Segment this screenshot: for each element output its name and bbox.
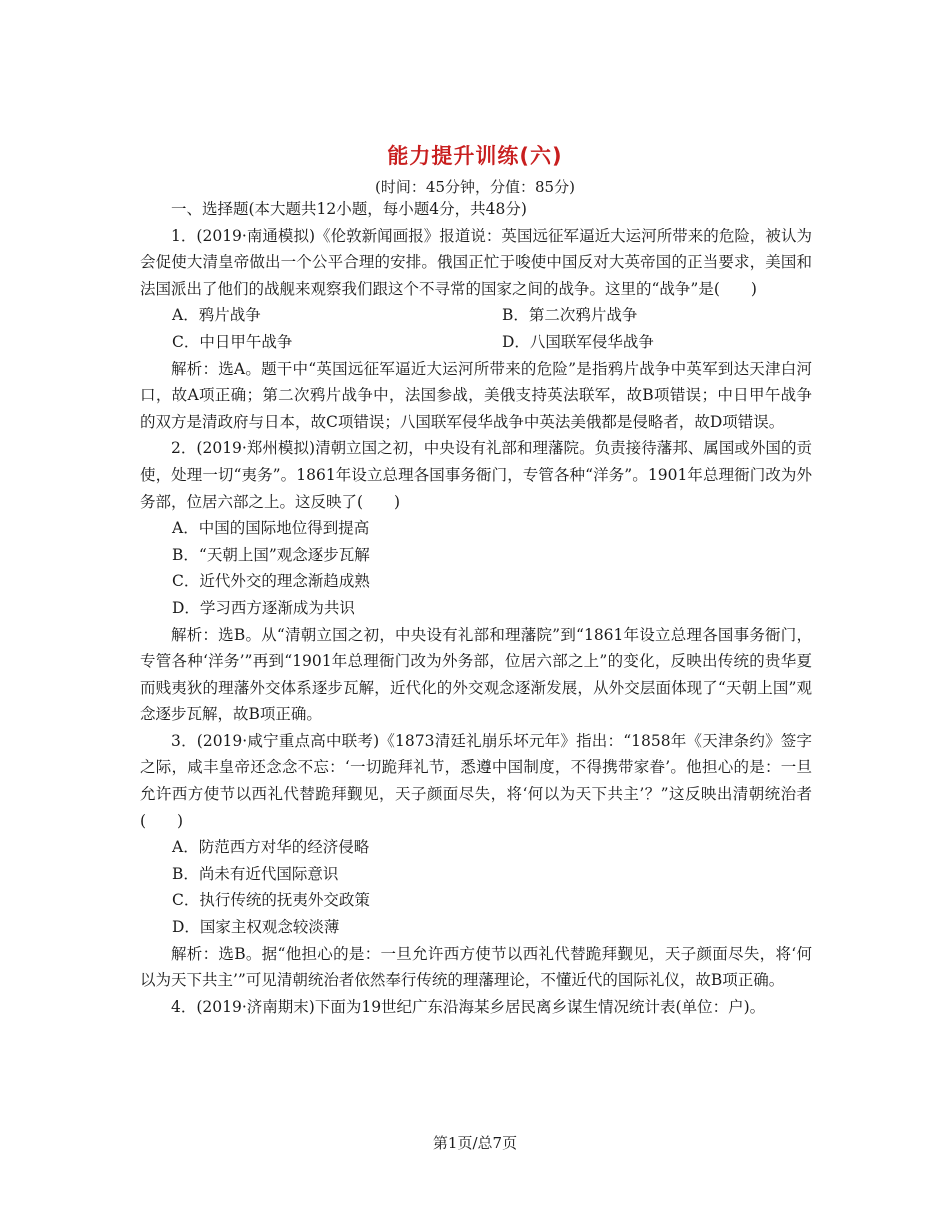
option-c: C．中日甲午战争 xyxy=(172,332,293,351)
option-d: D．国家主权观念较淡薄 xyxy=(172,918,340,937)
option-c: C．近代外交的理念渐趋成熟 xyxy=(172,572,370,591)
option-list xyxy=(140,302,812,355)
option-d: D．学习西方逐渐成为共识 xyxy=(172,598,355,617)
option-b: B．第二次鸦片战争 xyxy=(502,306,638,325)
exam-info: (时间：45分钟，分值：85分) xyxy=(375,178,575,196)
question-stem: 1．(2019·南通模拟)《伦敦新闻画报》报道说：英国远征军逼近大运河所带来的危险，被认为会促使大清皇帝做出一个公平合理的安排。俄国正忙于唆使中国反对大英帝国的正当要求，美国和法国派出了他们的战舰来观察我们跟这个不寻常的国家之间的战争。这里的“战争”是( ) xyxy=(140,226,812,298)
option-a: A．中国的国际地位得到提高 xyxy=(172,519,370,538)
page-footer: 第1页/总7页 xyxy=(432,1134,518,1152)
analysis-text: 解析：选B。据“他担心的是：一旦允许西方使节以西礼代替跪拜觐见，天子颜面尽失，将‘何以为天下共主’”可见清朝统治者依然奉行传统的理藩理论，不懂近代的国际礼仪，故B项正确。 xyxy=(140,944,812,990)
page-title: 能力提升训练(六) xyxy=(387,144,563,168)
option-a: A．防范西方对华的经济侵略 xyxy=(172,838,370,857)
question-stem: 3．(2019·咸宁重点高中联考)《1873清廷礼崩乐坏元年》指出：“1858年《天津条约》签字之际，咸丰皇帝还念念不忘：‘一切跪拜礼节，悉遵中国制度，不得携带家眷’。他担心的是：一旦允许西方使节以西礼代替跪拜觐见，天子颜面尽失，将‘何以为天下共主’？”这反映出清朝统治者( ) xyxy=(140,731,812,830)
option-b: B．尚未有近代国际意识 xyxy=(172,864,339,883)
section-heading: 一、选择题(本大题共12小题，每小题4分，共48分) xyxy=(171,200,527,218)
option-b: B．“天朝上国”观念逐步瓦解 xyxy=(172,545,370,564)
option-a: A．鸦片战争 xyxy=(172,306,261,325)
question-stem: 4．(2019·济南期末)下面为19世纪广东沿海某乡居民离乡谋生情况统计表(单位：户)。 xyxy=(171,997,766,1016)
question-stem: 2．(2019·郑州模拟)清朝立国之初，中央设有礼部和理藩院。负责接待藩邦、属国或外国的贡使，处理一切“夷务”。1861年设立总理各国事务衙门，专管各种“洋务”。1901年总理衙门改为外务部，位居六部之上。这反映了( ) xyxy=(140,439,812,511)
option-c: C．执行传统的抚夷外交政策 xyxy=(172,891,370,910)
document-body xyxy=(140,196,812,1020)
option-d: D．八国联军侵华战争 xyxy=(502,332,654,351)
analysis-text: 解析：选A。题干中“英国远征军逼近大运河所带来的危险”是指鸦片战争中英军到达天津白河口，故A项正确；第二次鸦片战争中，法国参战，美俄支持英法联军，故B项错误；中日甲午战争的双方是清政府与日本，故C项错误；八国联军侵华战争中英法美俄都是侵略者，故D项错误。 xyxy=(140,359,812,431)
analysis-text: 解析：选B。从“清朝立国之初，中央设有礼部和理藩院”到“1861年设立总理各国事务衙门，专管各种‘洋务’”再到“1901年总理衙门改为外务部，位居六部之上”的变化，反映出传统的贵华夏而贱夷狄的理藩外交体系逐步瓦解，近代化的外交观念逐渐发展，从外交层面体现了“天朝上国”观念逐步瓦解，故B项正确。 xyxy=(140,625,812,724)
